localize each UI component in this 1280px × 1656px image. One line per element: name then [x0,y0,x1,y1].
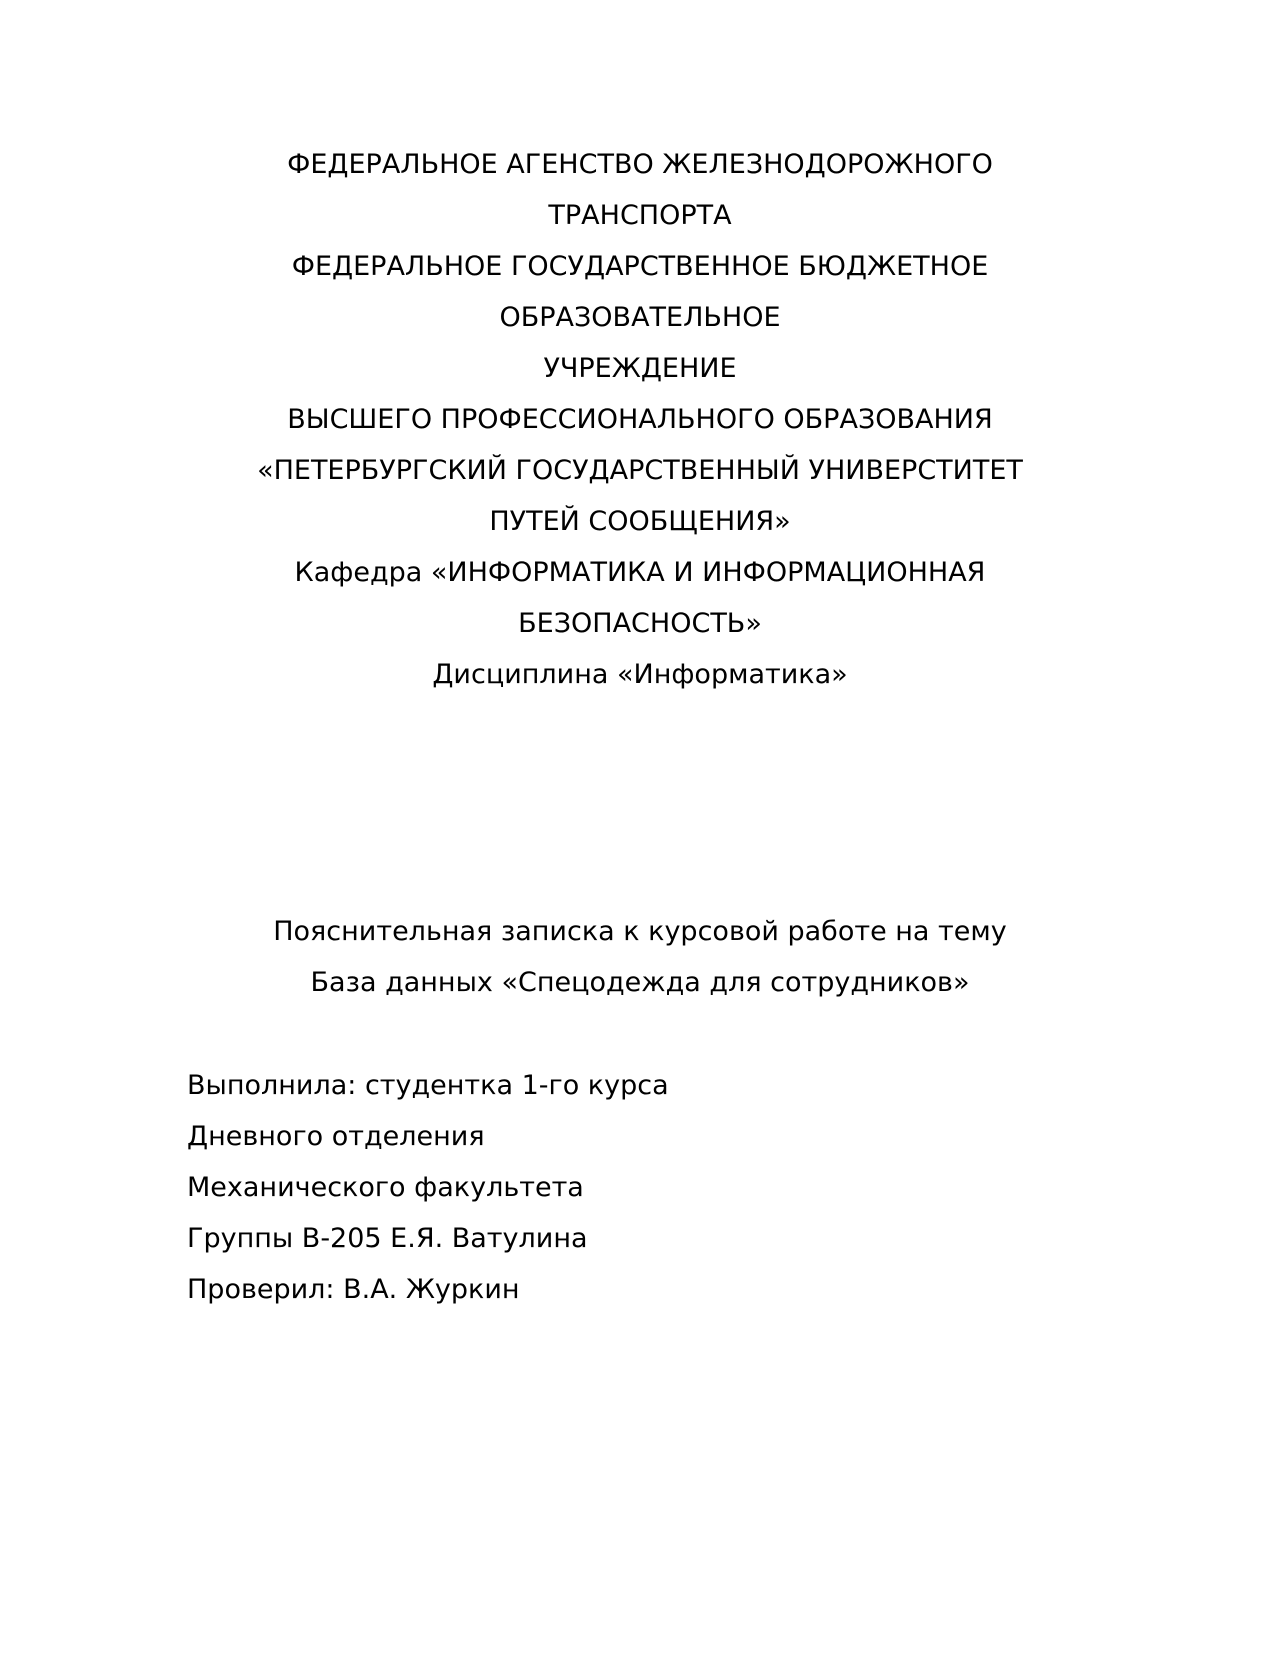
document-title [0,906,1280,1008]
header-line: ФЕДЕРАЛЬНОЕ ГОСУДАРСТВЕННОЕ БЮДЖЕТНОЕ [291,251,989,282]
department-line: БЕЗОПАСНОСТЬ» [518,608,762,639]
author-line: Механического факультета [187,1172,584,1203]
discipline-line: Дисциплина «Информатика» [432,659,848,690]
author-line: Группы В-205 Е.Я. Ватулина [187,1223,588,1254]
author-line: Дневного отделения [187,1121,485,1152]
reviewer-line: Проверил: В.А. Журкин [187,1274,520,1305]
header-line: ФЕДЕРАЛЬНОЕ АГЕНСТВО ЖЕЛЕЗНОДОРОЖНОГО [287,149,993,180]
header-line: ПУТЕЙ СООБЩЕНИЯ» [489,506,791,537]
header-line: «ПЕТЕРБУРГСКИЙ ГОСУДАРСТВЕННЫЙ УНИВЕРСТИТЕТ [257,455,1023,486]
department-line: Кафедра «ИНФОРМАТИКА И ИНФОРМАЦИОННАЯ [294,557,986,588]
title-line: Пояснительная записка к курсовой работе на тему [273,916,1007,947]
header-line: УЧРЕЖДЕНИЕ [543,353,737,384]
institution-header [0,139,1280,700]
header-line: ТРАНСПОРТА [548,200,732,231]
author-line: Выполнила: студентка 1-го курса [187,1070,669,1101]
author-info [187,1060,1087,1315]
header-line: ВЫСШЕГО ПРОФЕССИОНАЛЬНОГО ОБРАЗОВАНИЯ [287,404,993,435]
header-line: ОБРАЗОВАТЕЛЬНОЕ [499,302,781,333]
title-line: База данных «Спецодежда для сотрудников» [310,967,970,998]
